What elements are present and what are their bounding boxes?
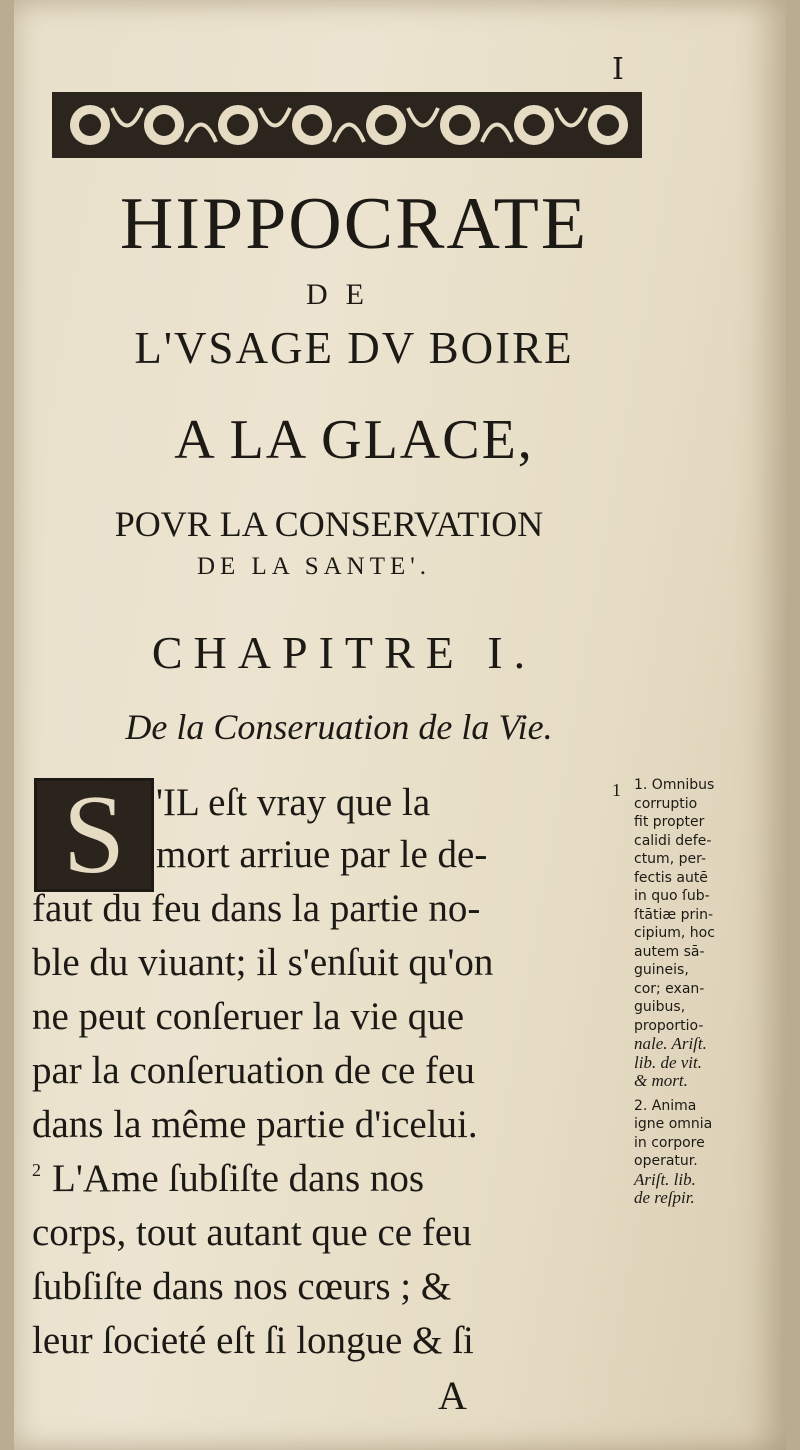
- title-conservation: POVR LA CONSERVATION: [114, 504, 544, 544]
- title-sante: DE LA SANTE'.: [196, 553, 432, 580]
- side-note-line: proportio-: [634, 1017, 704, 1034]
- title-usage: L'VSAGE DV BOIRE: [134, 323, 574, 373]
- side-note-line: fit propter: [634, 814, 705, 830]
- body-line: mort arriue par le de-: [156, 833, 488, 876]
- side-note-line: autem sā-: [634, 943, 705, 960]
- side-note-line: operatur.: [634, 1153, 698, 1169]
- drop-cap-initial: S: [34, 778, 154, 892]
- side-note-line: in corpore: [634, 1134, 705, 1151]
- book-page: [14, 0, 786, 1450]
- body-line: ſubſiſte dans nos cœurs ; &: [32, 1265, 452, 1308]
- side-note-line: calidi defe-: [634, 832, 712, 849]
- body-line: faut du feu dans la partie no-: [32, 887, 481, 930]
- side-note-line: in quo ſub-: [634, 888, 710, 904]
- page-number: I: [612, 52, 624, 87]
- body-line: leur ſocieté eſt ſi longue & ſi: [32, 1319, 474, 1362]
- side-note-line: guibus,: [634, 999, 686, 1015]
- title-glace: A LA GLACE,: [174, 409, 534, 471]
- side-note-line: Ariſt. lib.: [634, 1169, 696, 1189]
- side-note-line: fectis autē: [634, 869, 708, 886]
- side-note-line: cipium, hoc: [634, 925, 715, 941]
- signature-mark: A: [438, 1373, 467, 1418]
- side-note-line: de reſpir.: [634, 1188, 695, 1207]
- body-line: par la conſeruation de ce feu: [32, 1049, 475, 1092]
- side-note-line: lib. de vit.: [634, 1052, 702, 1072]
- decorative-headpiece-ornament: [52, 88, 642, 162]
- body-line: L'Ame ſubſiſte dans nos: [52, 1157, 425, 1200]
- body-line: ne peut conſeruer la vie que: [32, 995, 465, 1038]
- body-line: dans la même partie d'icelui.: [32, 1103, 478, 1146]
- chapter-subtitle: De la Conseruation de la Vie.: [125, 707, 553, 747]
- body-line: ble du viuant; il s'enſuit qu'on: [32, 941, 494, 984]
- footnote-ref: 2: [32, 1160, 41, 1180]
- body-line: 'IL eſt vray que la: [156, 781, 431, 824]
- body-line: corps, tout autant que ce feu: [32, 1211, 472, 1254]
- footnote-ref: 1: [612, 780, 621, 800]
- title-de: DE: [306, 278, 382, 311]
- side-note-line: ctum, per-: [634, 851, 707, 867]
- marginal-notes: [634, 776, 774, 1208]
- side-note-line: nale. Ariſt.: [634, 1034, 707, 1053]
- side-note-line: corruptio: [634, 795, 698, 812]
- chapter-heading: CHAPITRE I.: [151, 627, 537, 678]
- side-note-line: ſtātiæ prin-: [634, 906, 714, 923]
- side-note-line: cor; exan-: [634, 980, 705, 997]
- side-note-line: & mort.: [634, 1071, 688, 1090]
- side-note-line: 1. Omnibus: [634, 777, 715, 793]
- side-note-line: igne omnia: [634, 1116, 713, 1132]
- book-title: HIPPOCRATE: [119, 183, 589, 265]
- side-note-line: 2. Anima: [634, 1097, 697, 1114]
- side-note-line: guineis,: [634, 962, 689, 978]
